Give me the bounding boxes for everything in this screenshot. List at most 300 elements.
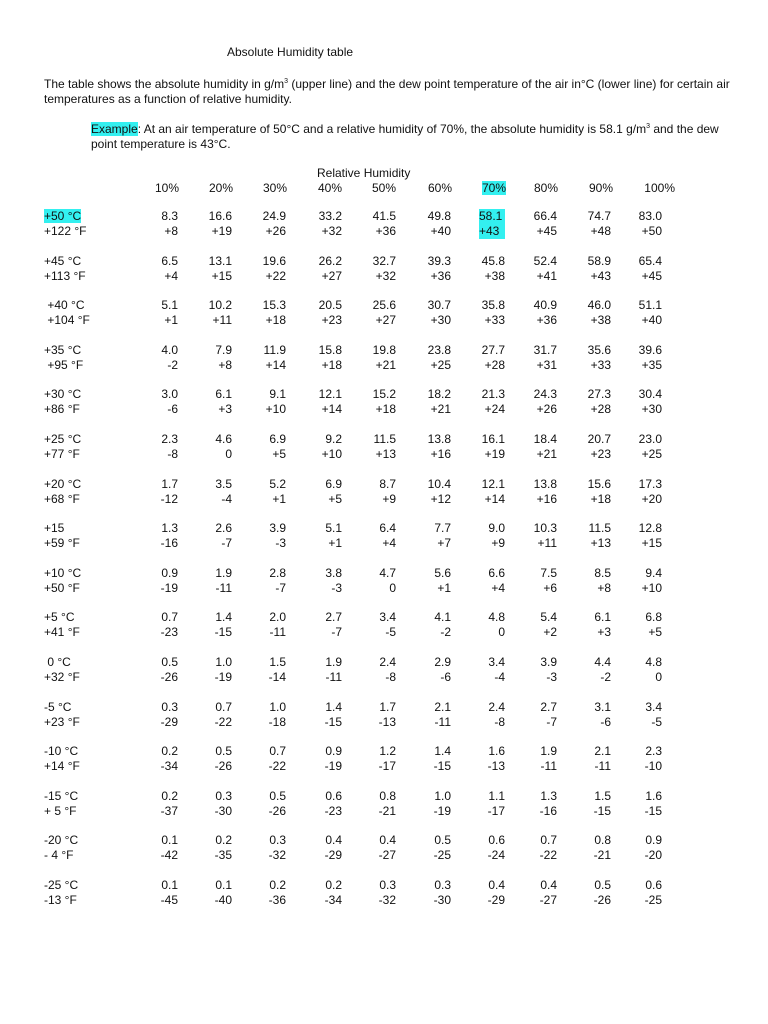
row-label-fahrenheit: -13 °F	[44, 893, 77, 907]
table-cell	[346, 878, 396, 908]
row-label-celsius: +15	[44, 521, 65, 536]
dew-point-value: +27	[321, 268, 342, 283]
row-label-celsius: +30 °C	[44, 387, 82, 402]
dew-point-value: -35	[214, 848, 232, 863]
absolute-humidity-value: 3.5	[215, 476, 232, 491]
absolute-humidity-value: 4.7	[379, 565, 396, 580]
dew-point-value: 0	[389, 580, 396, 595]
dew-point-value: -26	[160, 670, 178, 684]
table-cell	[128, 387, 178, 417]
dew-point-value: +22	[265, 268, 286, 283]
table-cell	[507, 521, 557, 551]
absolute-humidity-value: 9.2	[325, 432, 342, 446]
table-cell	[128, 833, 178, 863]
dew-point-value: +1	[328, 536, 342, 551]
row-label-fahrenheit: +122 °F	[44, 224, 87, 238]
dew-point-value: +9	[382, 491, 396, 506]
row-label	[44, 477, 81, 507]
example-paragraph	[91, 122, 741, 152]
row-label-celsius: +10 °C	[44, 565, 82, 580]
table-cell	[612, 521, 662, 551]
table-cell	[128, 209, 178, 239]
dew-point-value: -19	[433, 803, 451, 818]
row-label-fahrenheit: +95 °F	[44, 357, 84, 372]
dew-point-value: +45	[641, 268, 662, 283]
dew-point-value: +1	[272, 491, 286, 506]
dew-point-value: -27	[378, 848, 396, 863]
table-cell	[128, 432, 178, 462]
absolute-humidity-value: 2.8	[269, 565, 286, 580]
absolute-humidity-value: 30.7	[427, 298, 451, 313]
dew-point-value: -29	[324, 848, 342, 863]
dew-point-value: -29	[160, 714, 178, 729]
table-cell	[346, 477, 396, 507]
example-text-1: : At an air temperature of 50°C and a relative humidity of 70%, the absolute humidity is 58.1 g/m	[137, 122, 647, 136]
row-label	[44, 744, 80, 774]
table-cell	[128, 343, 178, 373]
absolute-humidity-value: 0.5	[215, 744, 232, 759]
absolute-humidity-value: 2.6	[215, 521, 232, 536]
absolute-humidity-value: 6.9	[269, 432, 286, 446]
absolute-humidity-value: 15.3	[262, 298, 286, 313]
dew-point-value: +19	[484, 447, 505, 461]
table-cell	[292, 387, 342, 417]
table-cell	[236, 477, 286, 507]
table-cell	[346, 566, 396, 596]
table-cell	[455, 610, 505, 640]
dew-point-value: -22	[539, 848, 557, 863]
dew-point-value: +5	[272, 447, 286, 461]
absolute-humidity-value: 41.5	[372, 209, 396, 223]
table-cell	[182, 744, 232, 774]
table-cell	[236, 254, 286, 284]
absolute-humidity-value: 1.7	[379, 699, 396, 714]
absolute-humidity-value: 1.4	[325, 699, 342, 714]
row-label	[44, 343, 83, 373]
dew-point-value: -30	[214, 803, 232, 818]
row-label	[44, 254, 86, 284]
absolute-humidity-value: 12.8	[638, 521, 662, 536]
row-label-celsius	[44, 209, 87, 224]
absolute-humidity-value: 1.6	[645, 788, 662, 803]
absolute-humidity-value: 0.7	[269, 744, 286, 759]
intro-paragraph	[44, 77, 744, 107]
absolute-humidity-value: 4.8	[645, 655, 662, 669]
absolute-humidity-value: 2.4	[379, 655, 396, 669]
dew-point-value: +18	[321, 357, 342, 372]
absolute-humidity-value: 31.7	[533, 342, 557, 357]
absolute-humidity-value: 5.1	[161, 298, 178, 313]
table-cell	[292, 343, 342, 373]
dew-point-value: -20	[644, 848, 662, 863]
table-cell	[455, 343, 505, 373]
absolute-humidity-value: 35.8	[481, 298, 505, 313]
row-label-fahrenheit: +14 °F	[44, 759, 80, 774]
dew-point-value: +24	[484, 402, 505, 417]
dew-point-value: -21	[378, 803, 396, 818]
absolute-humidity-value: 10.4	[427, 476, 451, 491]
absolute-humidity-value: 51.1	[638, 298, 662, 313]
table-cell	[182, 298, 232, 328]
absolute-humidity-value: 0.3	[161, 699, 178, 714]
table-cell	[346, 700, 396, 730]
table-cell	[561, 521, 611, 551]
dew-point-value: -2	[600, 670, 611, 684]
table-cell	[455, 387, 505, 417]
dew-point-value: +8	[597, 580, 611, 595]
dew-point-value: +18	[590, 491, 611, 506]
table-cell	[401, 387, 451, 417]
dew-point-value: -2	[440, 625, 451, 640]
table-cell	[236, 343, 286, 373]
dew-point-value: +40	[430, 224, 451, 238]
table-cell	[507, 610, 557, 640]
table-cell	[561, 700, 611, 730]
table-cell	[292, 521, 342, 551]
table-cell	[401, 254, 451, 284]
absolute-humidity-value: 0.3	[215, 788, 232, 803]
table-cell	[292, 432, 342, 462]
row-label	[44, 700, 80, 730]
dew-point-value: -45	[160, 893, 178, 907]
table-cell	[612, 298, 662, 328]
dew-point-value: +1	[164, 313, 178, 328]
dew-point-value: -11	[269, 625, 286, 640]
intro-text-2: (upper line) and the dew point temperature of the air in°C (lower line) for certain air temperatures as a function of relative humidity.	[44, 77, 730, 106]
table-cell	[292, 566, 342, 596]
dew-point-value: -26	[593, 893, 611, 907]
dew-point-value: -36	[268, 893, 286, 907]
dew-point-value: +28	[484, 357, 505, 372]
table-cell	[292, 477, 342, 507]
table-cell	[612, 209, 662, 239]
dew-point-value: +14	[484, 491, 505, 506]
absolute-humidity-value: 0.1	[161, 833, 178, 848]
dew-point-value: -29	[487, 893, 505, 907]
table-cell	[128, 878, 178, 908]
intro-text-1: The table shows the absolute humidity in g/m	[44, 77, 285, 91]
table-cell	[401, 878, 451, 908]
dew-point-value: -26	[268, 803, 286, 818]
dew-point-value: +15	[641, 536, 662, 551]
table-cell	[182, 878, 232, 908]
absolute-humidity-value: 4.4	[594, 655, 611, 669]
absolute-humidity-value: 0.9	[645, 833, 662, 848]
table-cell	[561, 566, 611, 596]
absolute-humidity-value: 2.0	[269, 610, 286, 625]
table-cell	[346, 209, 396, 239]
absolute-humidity-value: 6.1	[594, 610, 611, 625]
absolute-humidity-value: 30.4	[638, 387, 662, 402]
table-cell	[455, 700, 505, 730]
dew-point-value: -7	[275, 580, 286, 595]
absolute-humidity-value: 0.4	[379, 833, 396, 848]
dew-point-value: +36	[536, 313, 557, 328]
row-label-celsius: -5 °C	[44, 699, 72, 714]
table-cell	[236, 655, 286, 685]
table-cell	[612, 789, 662, 819]
dew-point-value: +4	[382, 536, 396, 551]
table-cell	[182, 254, 232, 284]
dew-point-value: -23	[324, 803, 342, 818]
table-cell	[128, 610, 178, 640]
dew-point-value: -11	[540, 759, 557, 774]
table-cell	[455, 833, 505, 863]
row-label-fahrenheit: +77 °F	[44, 447, 80, 461]
dew-point-value: +7	[437, 536, 451, 551]
table-cell	[182, 789, 232, 819]
absolute-humidity-value: 24.9	[262, 209, 286, 223]
row-label-fahrenheit: + 5 °F	[44, 803, 77, 818]
row-label-fahrenheit: +104 °F	[44, 313, 90, 328]
dew-point-value: +50	[641, 224, 662, 238]
table-cell	[236, 878, 286, 908]
absolute-humidity-value: 0.6	[325, 788, 342, 803]
absolute-humidity-value: 0.7	[161, 610, 178, 625]
absolute-humidity-value: 18.2	[427, 387, 451, 402]
dew-point-value: -11	[594, 759, 611, 774]
absolute-humidity-value: 19.6	[262, 253, 286, 268]
absolute-humidity-value: 2.3	[645, 744, 662, 759]
dew-point-value: -19	[214, 670, 232, 684]
row-label	[44, 566, 81, 596]
dew-point-value: +13	[590, 536, 611, 551]
dew-point-value: -7	[546, 714, 557, 729]
absolute-humidity-value: 1.5	[594, 788, 611, 803]
table-cell	[561, 833, 611, 863]
table-cell	[612, 387, 662, 417]
absolute-humidity-value: 15.6	[587, 476, 611, 491]
table-cell	[346, 254, 396, 284]
dew-point-value: -8	[494, 714, 505, 729]
dew-point-value: -13	[487, 759, 505, 774]
dew-point-value: -7	[331, 625, 342, 640]
table-cell	[182, 343, 232, 373]
table-cell	[128, 521, 178, 551]
absolute-humidity-value: 4.6	[215, 432, 232, 446]
table-cell	[561, 254, 611, 284]
absolute-humidity-value: 5.1	[325, 521, 342, 536]
dew-point-value: -4	[494, 670, 505, 684]
table-cell	[292, 744, 342, 774]
table-cell	[612, 343, 662, 373]
absolute-humidity-value: 39.3	[427, 253, 451, 268]
table-cell	[561, 209, 611, 239]
dew-point-value: +10	[641, 580, 662, 595]
absolute-humidity-value: 0.3	[379, 878, 396, 892]
table-cell	[561, 343, 611, 373]
absolute-humidity-value: 1.7	[161, 476, 178, 491]
dew-point-value: -6	[167, 402, 178, 417]
absolute-humidity-value: 3.9	[269, 521, 286, 536]
absolute-humidity-value: 1.9	[215, 565, 232, 580]
absolute-humidity-value: 18.4	[533, 432, 557, 446]
table-cell	[612, 610, 662, 640]
row-label	[44, 298, 90, 328]
dew-point-value: -3	[546, 670, 557, 684]
dew-point-value: +1	[437, 580, 451, 595]
absolute-humidity-value: 0.5	[269, 788, 286, 803]
table-cell	[236, 521, 286, 551]
row-label-celsius: -15 °C	[44, 788, 79, 803]
absolute-humidity-value: 1.0	[434, 788, 451, 803]
absolute-humidity-value: 3.4	[645, 699, 662, 714]
dew-point-value: -25	[433, 848, 451, 863]
absolute-humidity-value: 4.0	[161, 342, 178, 357]
dew-point-value: +19	[211, 224, 232, 238]
dew-point-value: -4	[221, 491, 232, 506]
dew-point-value: -19	[324, 759, 342, 774]
absolute-humidity-value: 1.1	[488, 788, 505, 803]
table-cell	[346, 432, 396, 462]
absolute-humidity-value: 17.3	[638, 476, 662, 491]
absolute-humidity-value: 2.1	[594, 744, 611, 759]
row-label-fahrenheit: +113 °F	[44, 268, 86, 283]
dew-point-value: +15	[211, 268, 232, 283]
absolute-humidity-value: 2.3	[161, 432, 178, 446]
dew-point-value: -21	[593, 848, 611, 863]
absolute-humidity-value: 3.1	[594, 699, 611, 714]
dew-point-value: -25	[644, 893, 662, 907]
table-cell	[507, 432, 557, 462]
table-cell	[507, 744, 557, 774]
table-cell	[561, 477, 611, 507]
absolute-humidity-value: 0.5	[594, 878, 611, 892]
absolute-humidity-value: 6.1	[215, 387, 232, 402]
dew-point-value: -16	[160, 536, 178, 551]
absolute-humidity-value: 20.7	[587, 432, 611, 446]
table-cell	[128, 744, 178, 774]
absolute-humidity-value: 1.9	[325, 655, 342, 669]
example-unit-sup: 3	[646, 123, 650, 130]
absolute-humidity-value: 23.0	[638, 432, 662, 446]
dew-point-value: +41	[536, 268, 557, 283]
dew-point-value: -3	[331, 580, 342, 595]
absolute-humidity-value: 58.1	[479, 209, 503, 223]
absolute-humidity-value: 1.0	[269, 699, 286, 714]
row-label-celsius: +5 °C	[44, 610, 75, 625]
table-cell	[346, 343, 396, 373]
table-cell	[507, 343, 557, 373]
table-cell	[128, 789, 178, 819]
row-label-celsius: +40 °C	[44, 298, 85, 313]
table-cell	[182, 833, 232, 863]
dew-point-value: +25	[430, 357, 451, 372]
table-cell	[455, 789, 505, 819]
table-cell	[128, 655, 178, 685]
table-cell	[507, 655, 557, 685]
absolute-humidity-value: 0.6	[645, 878, 662, 892]
absolute-humidity-value: 8.3	[161, 209, 178, 223]
table-cell	[292, 655, 342, 685]
absolute-humidity-value: 12.1	[318, 387, 342, 402]
absolute-humidity-value: 0.5	[434, 833, 451, 848]
table-cell	[236, 566, 286, 596]
table-cell	[507, 298, 557, 328]
table-cell	[401, 298, 451, 328]
row-label	[44, 521, 80, 551]
table-cell	[182, 477, 232, 507]
table-cell	[401, 833, 451, 863]
dew-point-value: +38	[484, 268, 505, 283]
absolute-humidity-value: 3.0	[161, 387, 178, 402]
table-cell	[455, 566, 505, 596]
dew-point-value: -37	[160, 803, 178, 818]
table-cell	[455, 477, 505, 507]
table-cell	[561, 298, 611, 328]
column-header-60pct: 60%	[427, 181, 452, 195]
absolute-humidity-value: 21.3	[481, 387, 505, 402]
table-cell	[561, 878, 611, 908]
dew-point-value: +10	[265, 402, 286, 417]
table-cell	[401, 209, 451, 239]
absolute-humidity-value: 11.9	[263, 342, 286, 357]
table-cell	[292, 209, 342, 239]
dew-point-value: +40	[641, 313, 662, 328]
row-label	[44, 789, 78, 819]
table-cell	[479, 209, 505, 239]
absolute-humidity-value: 1.4	[434, 744, 451, 759]
dew-point-value: -12	[160, 491, 178, 506]
dew-point-value: -18	[268, 714, 286, 729]
absolute-humidity-value: 0.2	[161, 788, 178, 803]
row-label-celsius: +25 °C	[44, 432, 82, 446]
dew-point-value: +3	[218, 402, 232, 417]
dew-point-value: +43	[590, 268, 611, 283]
absolute-humidity-value: 0.9	[161, 565, 178, 580]
dew-point-value: +4	[491, 580, 505, 595]
absolute-humidity-value: 3.8	[325, 565, 342, 580]
dew-point-value: +26	[536, 402, 557, 417]
absolute-humidity-value: 0.2	[161, 744, 178, 759]
dew-point-value: +23	[321, 313, 342, 328]
table-cell	[346, 744, 396, 774]
table-cell	[182, 432, 232, 462]
dew-point-value: 0	[225, 447, 232, 461]
row-label-celsius: 0 °C	[44, 655, 71, 669]
table-cell	[236, 789, 286, 819]
dew-point-value: -15	[644, 803, 662, 818]
table-cell	[612, 254, 662, 284]
table-cell	[401, 789, 451, 819]
absolute-humidity-value: 12.1	[481, 476, 505, 491]
dew-point-value: +33	[590, 357, 611, 372]
absolute-humidity-value: 4.8	[488, 610, 505, 625]
absolute-humidity-value: 23.8	[427, 342, 451, 357]
table-cell	[236, 833, 286, 863]
dew-point-value: -14	[268, 670, 286, 684]
absolute-humidity-value: 15.8	[318, 342, 342, 357]
row-label-fahrenheit: +86 °F	[44, 402, 80, 417]
dew-point-value: -34	[160, 759, 178, 774]
absolute-humidity-value: 40.9	[533, 298, 557, 313]
absolute-humidity-value: 10.2	[208, 298, 232, 313]
absolute-humidity-value: 6.6	[488, 565, 505, 580]
dew-point-value: +2	[543, 625, 557, 640]
dew-point-value: +27	[375, 313, 396, 328]
dew-point-value: +14	[321, 402, 342, 417]
row-label	[44, 833, 78, 863]
dew-point-value: +33	[484, 313, 505, 328]
absolute-humidity-value: 0.8	[379, 788, 396, 803]
table-cell	[507, 700, 557, 730]
dew-point-value: +31	[536, 357, 557, 372]
dew-point-value: -19	[160, 580, 178, 595]
absolute-humidity-value: 0.9	[325, 744, 342, 759]
dew-point-value: -42	[160, 848, 178, 863]
dew-point-value: -15	[214, 625, 232, 640]
absolute-humidity-value: 0.1	[161, 878, 178, 892]
